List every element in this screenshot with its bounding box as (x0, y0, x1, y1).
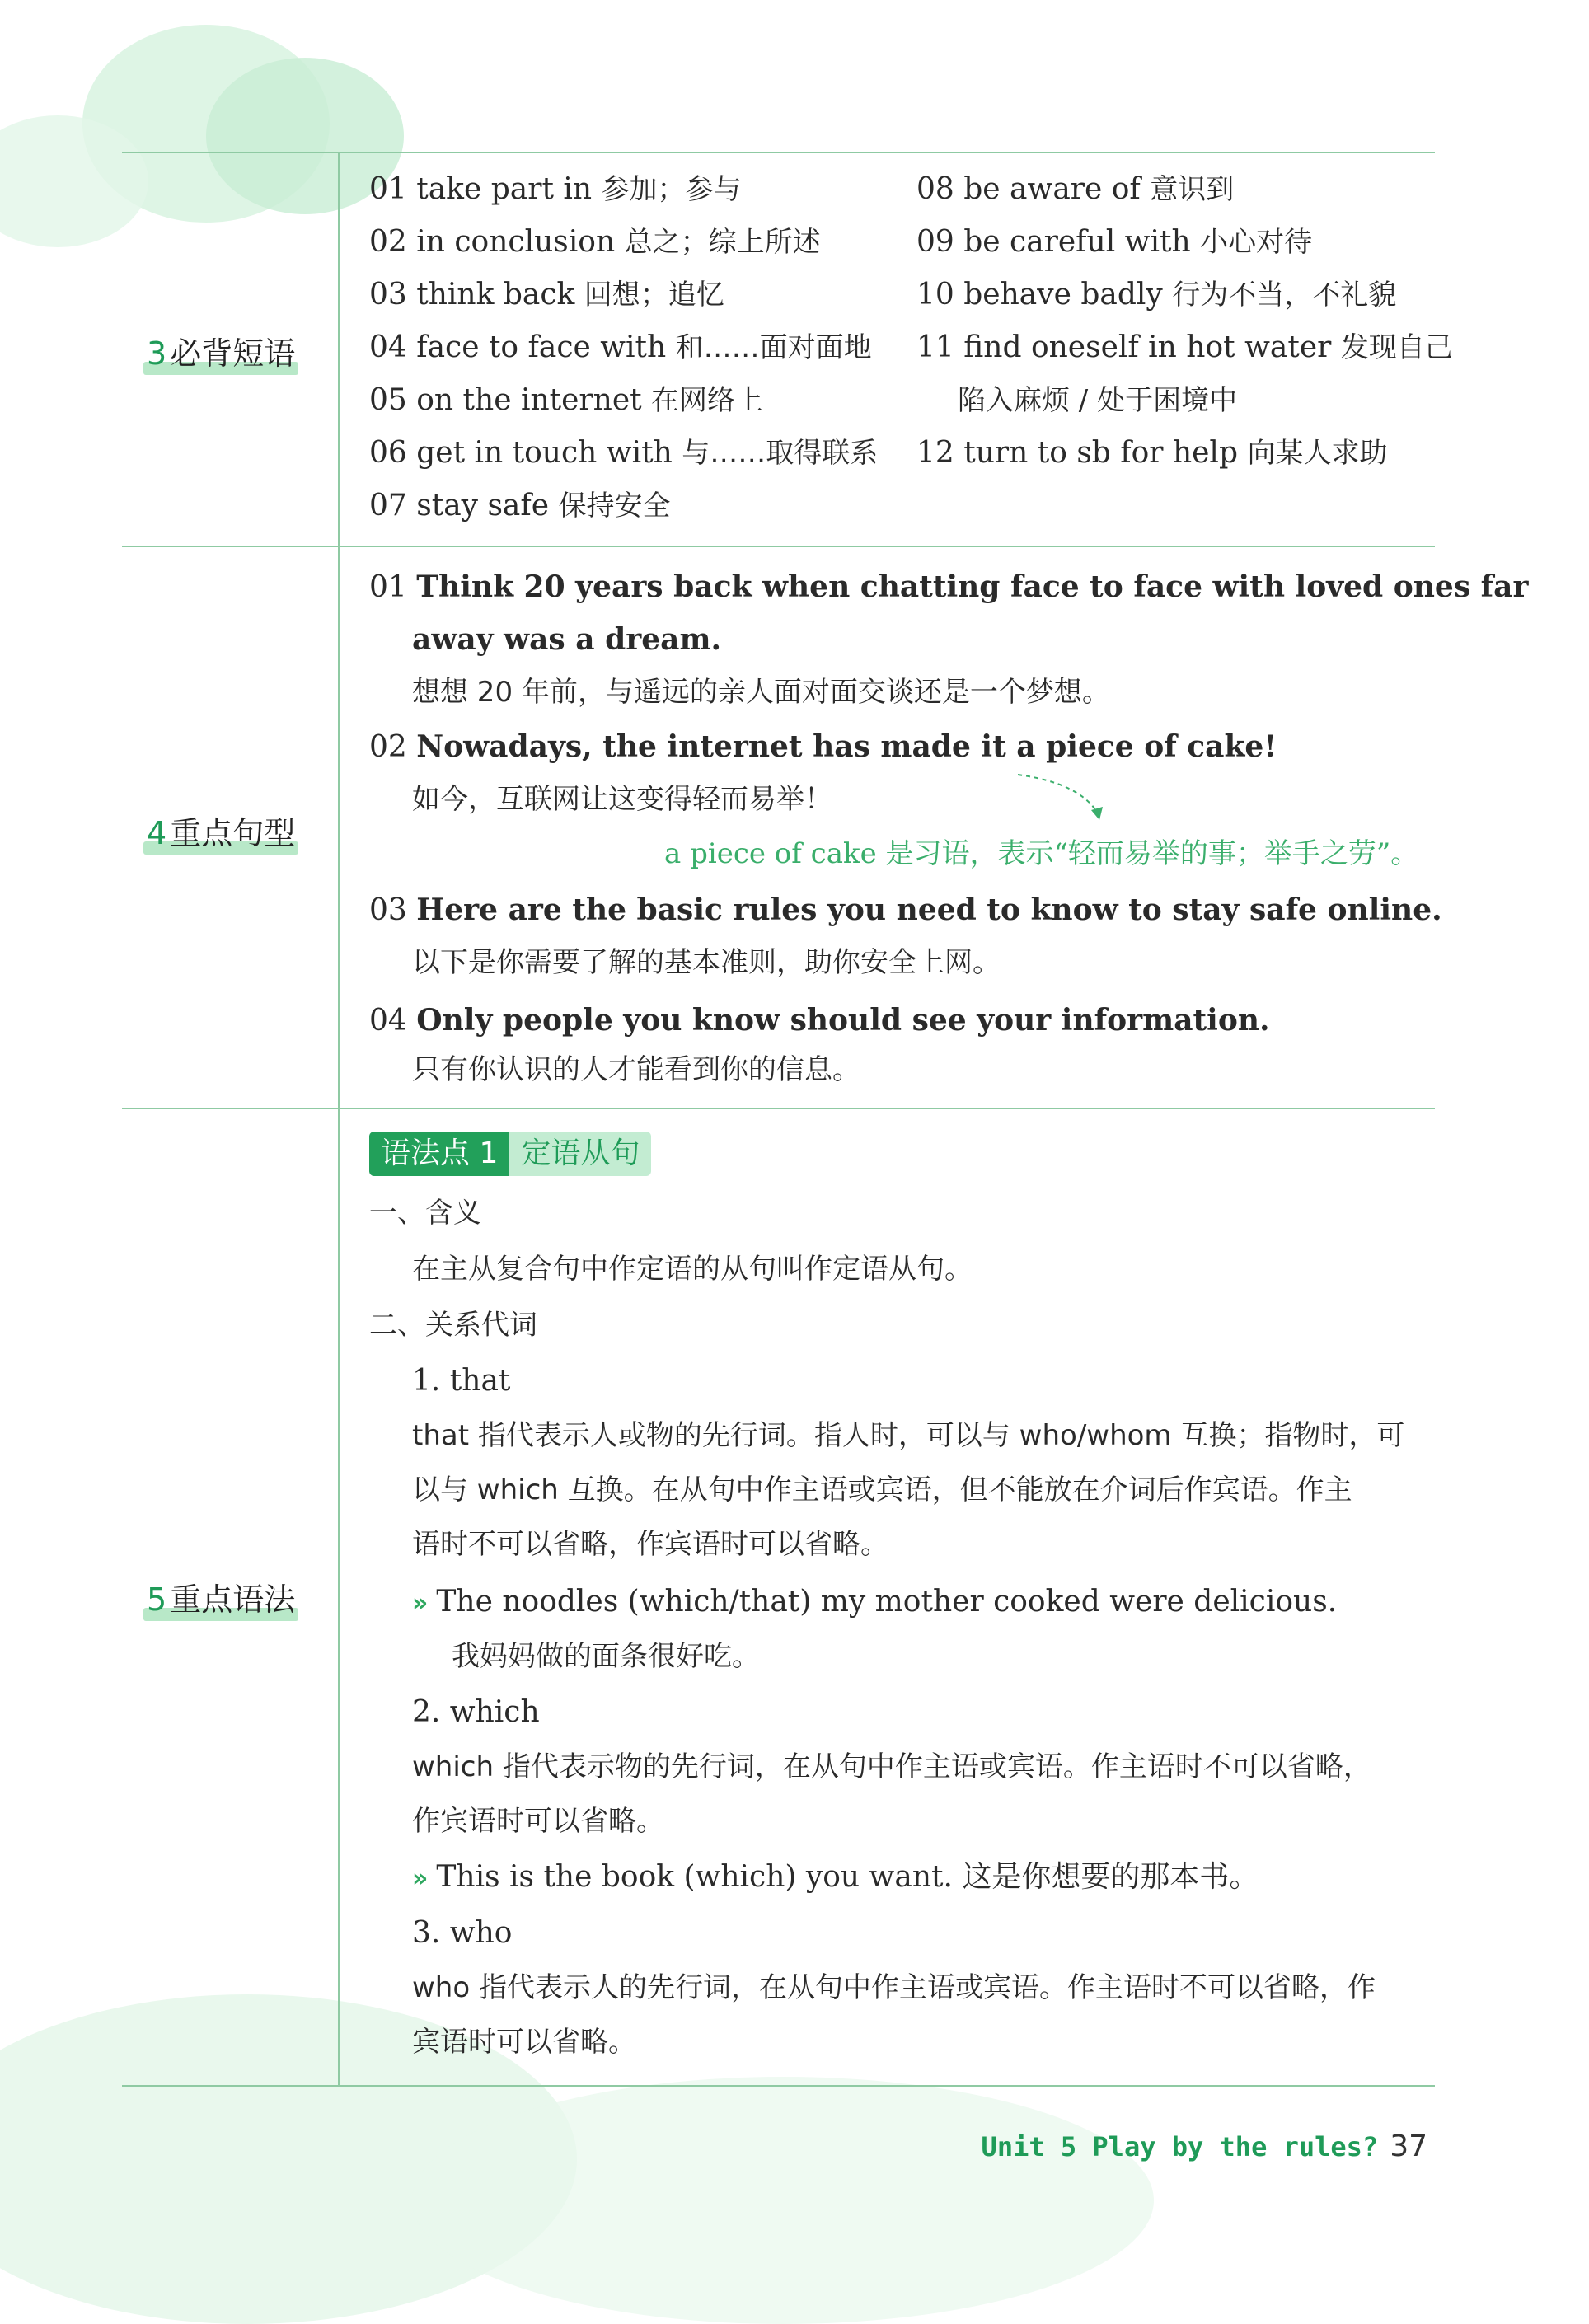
grammar-point-title: 定语从句 (509, 1132, 651, 1176)
sentence-2-cn: 如今，互联网让这变得轻而易举！ (412, 783, 832, 816)
phrase-item: 03 think back 回想；追忆 (369, 278, 724, 312)
grammar-heading-2: 二、关系代词 (369, 1309, 537, 1342)
that-example-cn: 我妈妈做的面条很好吃。 (452, 1640, 760, 1673)
grammar-definition: 在主从复合句中作定语的从句叫作定语从句。 (412, 1253, 973, 1286)
sentence-4-en: 04 Only people you know should see your information. (369, 1003, 1270, 1038)
example-marker-icon: » (412, 1864, 429, 1893)
which-desc-2: 作宾语时可以省略。 (412, 1805, 664, 1838)
which-desc-1: which 指代表示物的先行词，在从句中作主语或宾语。作主语时不可以省略， (412, 1750, 1371, 1783)
rule-vertical (338, 152, 340, 2085)
phrase-item: 07 stay safe 保持安全 (369, 489, 671, 522)
rule-3 (122, 1108, 1435, 1109)
phrase-item: 10 behave badly 行为不当，不礼貌 (916, 278, 1397, 312)
phrase-item-continued: 陷入麻烦 / 处于困境中 (958, 384, 1238, 417)
phrase-item: 11 find oneself in hot water 发现自己 (916, 330, 1453, 364)
grammar-heading-1: 一、含义 (369, 1197, 481, 1230)
idiom-note: a piece of cake 是习语，表示“轻而易举的事；举手之劳”。 (664, 837, 1419, 870)
sentence-1-cn: 想想 20 年前，与遥远的亲人面对面交谈还是一个梦想。 (412, 676, 1110, 709)
which-title: 2. which (412, 1695, 540, 1729)
decor-hill-2 (412, 2077, 1154, 2324)
which-example: » This is the book (which) you want. 这是你想要的那本书。 (412, 1860, 1259, 1894)
sentence-2-en: 02 Nowadays, the internet has made it a piece of cake! (369, 729, 1277, 764)
who-desc-1: who 指代表示人的先行词，在从句中作主语或宾语。作主语时不可以省略，作 (412, 1971, 1376, 2004)
page-number: 37 (1390, 2130, 1427, 2163)
phrase-item: 09 be careful with 小心对待 (916, 225, 1313, 259)
phrase-item: 02 in conclusion 总之；综上所述 (369, 225, 821, 259)
that-title: 1. that (412, 1364, 511, 1398)
phrase-item: 12 turn to sb for help 向某人求助 (916, 436, 1388, 470)
phrase-item: 06 get in touch with 与……取得联系 (369, 436, 879, 470)
sentence-1-en: 01 Think 20 years back when chatting face to face with loved ones far (369, 569, 1529, 604)
that-desc-3: 语时不可以省略，作宾语时可以省略。 (412, 1528, 888, 1561)
section-label-grammar: 5 重点语法 (147, 1574, 295, 1619)
page-footer (982, 2130, 1427, 2163)
phrase-item: 08 be aware of 意识到 (916, 172, 1235, 206)
rule-bottom (122, 2085, 1435, 2087)
note-arrow-icon (1014, 771, 1113, 828)
sentence-3-cn: 以下是你需要了解的基本准则，助你安全上网。 (412, 946, 1001, 979)
section-label-sentences: 4 重点句型 (147, 808, 295, 853)
that-desc-1: that 指代表示人或物的先行词。指人时，可以与 who/whom 互换；指物时，可 (412, 1419, 1405, 1452)
grammar-point-number: 语法点 1 (369, 1132, 509, 1176)
section-label-phrases: 3 必背短语 (147, 328, 295, 373)
phrase-item: 05 on the internet 在网络上 (369, 383, 764, 417)
phrase-item: 01 take part in 参加；参与 (369, 172, 742, 206)
example-marker-icon: » (412, 1589, 429, 1618)
sentence-1-en-cont: away was a dream. (412, 622, 722, 657)
phrase-item: 04 face to face with 和……面对面地 (369, 330, 872, 364)
grammar-point-badge (369, 1132, 676, 1176)
who-desc-2: 宾语时可以省略。 (412, 2026, 636, 2059)
rule-2 (122, 546, 1435, 547)
sentence-4-cn: 只有你认识的人才能看到你的信息。 (412, 1053, 860, 1086)
rule-top (122, 152, 1435, 153)
unit-title: Unit 5 Play by the rules? (981, 2131, 1379, 2162)
who-title: 3. who (412, 1916, 513, 1950)
that-example: » The noodles (which/that) my mother cooked were delicious. (412, 1585, 1338, 1619)
that-desc-2: 以与 which 互换。在从句中作主语或宾语，但不能放在介词后作宾语。作主 (412, 1474, 1352, 1506)
sentence-3-en: 03 Here are the basic rules you need to know to stay safe online. (369, 893, 1442, 927)
